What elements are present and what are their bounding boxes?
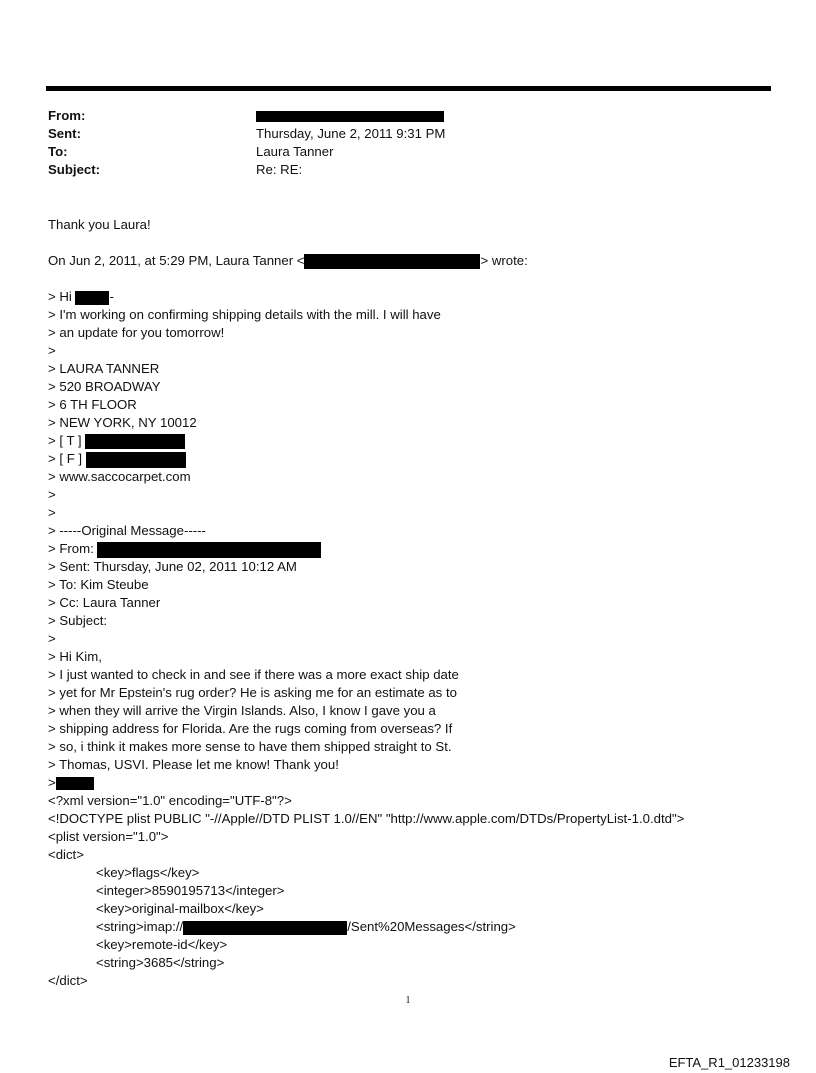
plist-string-end: /Sent%20Messages</string>	[347, 919, 516, 934]
quoted-hi-text: > Hi	[48, 289, 76, 304]
plist-line: <key>original-mailbox</key>	[96, 901, 264, 916]
quote-intro	[48, 252, 748, 270]
redaction-bar	[86, 452, 186, 468]
greeting: Thank you Laura!	[48, 217, 151, 232]
plist-line	[48, 918, 748, 936]
quoted-line: >	[48, 343, 56, 358]
quoted-line: >	[48, 487, 56, 502]
original-body-line: > when they will arrive the Virgin Islands. Also, I know I gave you a	[48, 703, 436, 718]
original-body-line: > I just wanted to check in and see if there was a more exact ship date	[48, 667, 459, 682]
sent-label: Sent:	[48, 126, 81, 141]
fax-label: > [ F ]	[48, 451, 86, 466]
signature-name: > LAURA TANNER	[48, 361, 160, 376]
to-label: To:	[48, 144, 68, 159]
plist-string-start: <string>imap://	[96, 919, 184, 934]
redaction-bar	[256, 111, 444, 122]
plist-line: <string>3685</string>	[96, 955, 225, 970]
quote-intro-tail: > wrote:	[480, 253, 528, 268]
original-from-label: > From:	[48, 541, 98, 556]
redaction-bar	[97, 542, 321, 558]
plist-line: <plist version="1.0">	[48, 829, 169, 844]
redaction-bar	[75, 291, 109, 305]
plist-line: <key>flags</key>	[96, 865, 200, 880]
plist-line: <?xml version="1.0" encoding="UTF-8"?>	[48, 793, 292, 808]
plist-line: <key>remote-id</key>	[96, 937, 228, 952]
signature-floor: > 6 TH FLOOR	[48, 397, 137, 412]
original-body-signoff	[48, 774, 748, 792]
original-sent: > Sent: Thursday, June 02, 2011 10:12 AM	[48, 559, 297, 574]
signature-address: > 520 BROADWAY	[48, 379, 161, 394]
document-id: EFTA_R1_01233198	[668, 1055, 790, 1070]
redaction-bar	[56, 777, 94, 790]
original-body-line: > yet for Mr Epstein's rug order? He is asking me for an estimate as to	[48, 685, 457, 700]
quoted-line: >	[48, 505, 56, 520]
quoted-line: > I'm working on confirming shipping details with the mill. I will have	[48, 307, 441, 322]
redaction-bar	[304, 254, 480, 269]
original-body-line: > Hi Kim,	[48, 649, 102, 664]
original-body-line: > Thomas, USVI. Please let me know! Thank you!	[48, 757, 339, 772]
signature-web: > www.saccocarpet.com	[48, 469, 191, 484]
email-body	[48, 216, 748, 990]
sent-value: Thursday, June 2, 2011 9:31 PM	[256, 126, 446, 141]
original-body-line: > so, i think it makes more sense to have them shipped straight to St.	[48, 739, 452, 754]
plist-line: <integer>8590195713</integer>	[96, 883, 285, 898]
signature-fax	[48, 450, 748, 468]
quoted-line: >	[48, 631, 56, 646]
redaction-bar	[183, 921, 347, 935]
signature-phone	[48, 432, 748, 450]
subject-label: Subject:	[48, 162, 101, 177]
page-number: 1	[405, 995, 411, 1006]
original-from	[48, 540, 748, 558]
original-to: > To: Kim Steube	[48, 577, 149, 592]
redaction-bar	[85, 434, 185, 449]
subject-value: Re: RE:	[256, 162, 303, 177]
quote-intro-text: On Jun 2, 2011, at 5:29 PM, Laura Tanner <	[48, 253, 305, 268]
quoted-line: > an update for you tomorrow!	[48, 325, 225, 340]
header-rule	[46, 86, 771, 91]
original-subject: > Subject:	[48, 613, 108, 628]
quoted-hi	[48, 288, 748, 306]
plist-line: <dict>	[48, 847, 84, 862]
plist-line: <!DOCTYPE plist PUBLIC "-//Apple//DTD PLIST 1.0//EN" "http://www.apple.com/DTDs/PropertyList-1.0.dtd">	[48, 811, 685, 826]
original-cc: > Cc: Laura Tanner	[48, 595, 161, 610]
quoted-hi-suffix: -	[109, 289, 114, 304]
plist-line: </dict>	[48, 973, 88, 988]
original-message-divider: > -----Original Message-----	[48, 523, 206, 538]
quote-marker: >	[48, 775, 56, 790]
from-value	[256, 107, 444, 125]
phone-label: > [ T ]	[48, 433, 86, 448]
signature-city: > NEW YORK, NY 10012	[48, 415, 197, 430]
from-label: From:	[48, 108, 86, 123]
to-value: Laura Tanner	[256, 144, 334, 159]
original-body-line: > shipping address for Florida. Are the rugs coming from overseas? If	[48, 721, 453, 736]
